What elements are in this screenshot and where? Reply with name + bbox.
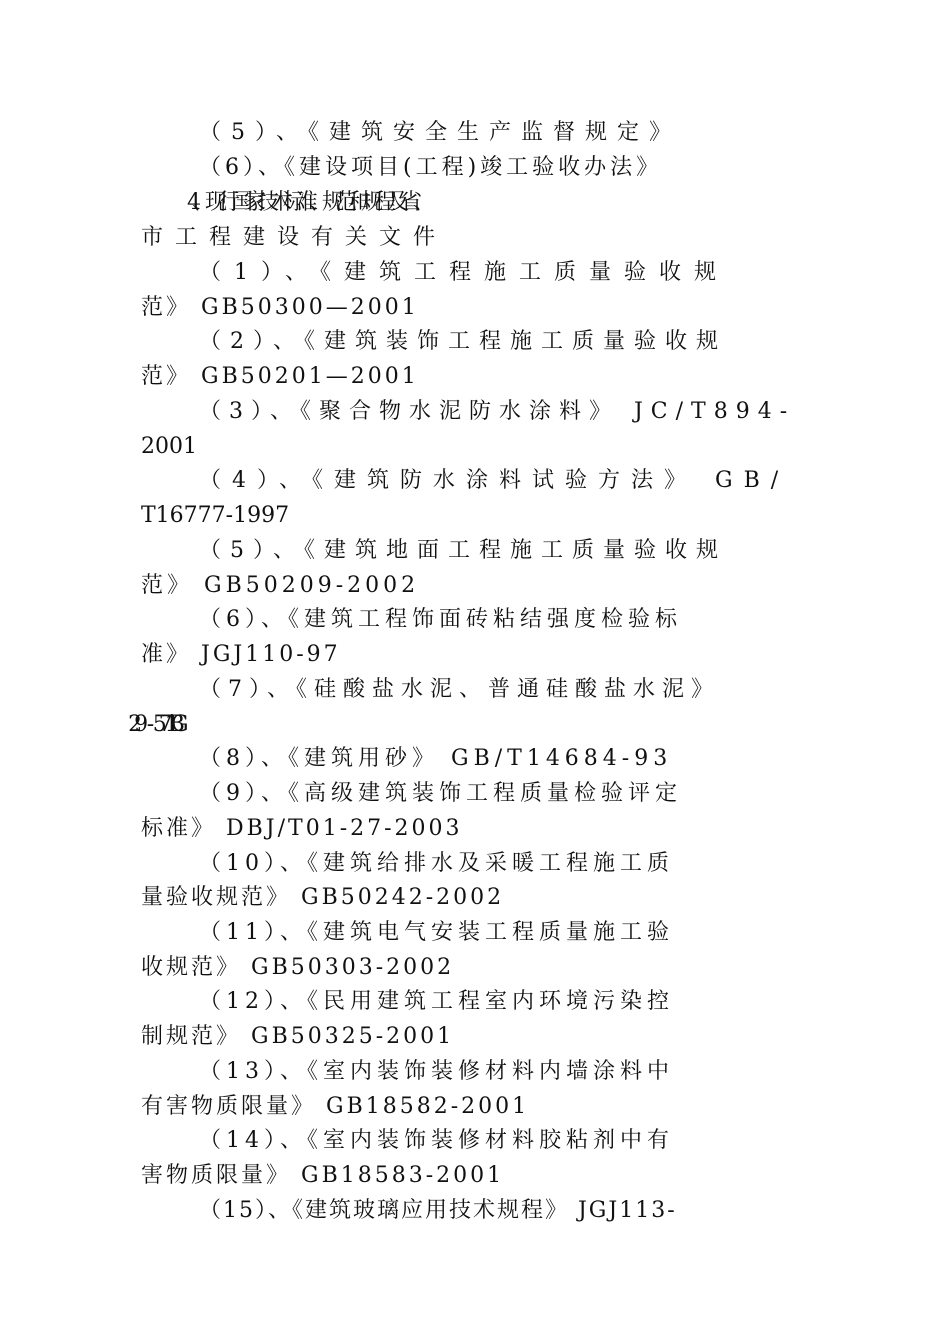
text-line: （3）、《聚合物水泥防水涂料》 JC/T894-: [199, 399, 796, 424]
text-line: 范》 GB50201—2001: [141, 364, 419, 389]
text-line: （13）、《室内装饰装修材料内墙涂料中: [199, 1059, 674, 1084]
text-line: （1）、《建筑工程施工质量验收规: [199, 260, 729, 285]
text-line: 有害物质限量》 GB18582-2001: [141, 1094, 530, 1119]
text-line: 害物质限量》 GB18583-2001: [141, 1163, 505, 1188]
text-line: （4）、《建筑防水涂料试验方法》 GB/: [199, 468, 790, 493]
text-line: 4、现行国家技术标准、规范和规程及省、: [187, 190, 426, 215]
text-line: 制规范》 GB50325-2001: [141, 1024, 455, 1049]
text-line: （15）、《建筑玻璃应用技术规程》 JGJ113-: [199, 1198, 677, 1223]
text-line: 市工程建设有关文件: [141, 225, 448, 250]
text-line: （9）、《高级建筑装饰工程质量检验评定: [199, 781, 682, 806]
text-line: 2001: [141, 434, 197, 459]
text-line: （11）、《建筑电气安装工程质量施工验: [199, 920, 674, 945]
text-line: （5）、《建筑地面工程施工质量验收规: [199, 538, 727, 563]
text-line: [171, 711, 843, 739]
text-line: （6）、《建设项目(工程)竣工验收办法》: [199, 155, 663, 180]
text-line: （5）、《建筑安全生产监督规定》: [199, 120, 681, 145]
text-line: 范》 GB50209-2002: [141, 573, 420, 598]
text-line: （6）、《建筑工程饰面砖粘结强度检验标: [199, 607, 682, 632]
text-line: 量验收规范》 GB50242-2002: [141, 885, 505, 910]
text-line: 标准》 DBJ/T01-27-2003: [141, 816, 463, 841]
text-line: （7）、《硅酸盐水泥、普通硅酸盐水泥》: [199, 677, 720, 702]
text-line: （12）、《民用建筑工程室内环境污染控: [199, 989, 674, 1014]
text-line: T16777-1997: [141, 503, 290, 528]
text-line: （2）、《建筑装饰工程施工质量验收规: [199, 329, 727, 354]
text-line: 准》 JGJ110-97: [141, 642, 341, 667]
text-line: （14）、《室内装饰装修材料胶粘剂中有: [199, 1128, 674, 1153]
text-line: （10）、《建筑给排水及采暖工程施工质: [199, 851, 674, 876]
text-line: 范》 GB50300—2001: [141, 295, 419, 320]
text-line: （8）、《建筑用砂》 GB/T14684-93: [199, 746, 673, 771]
text-line: 收规范》 GB50303-2002: [141, 955, 455, 980]
